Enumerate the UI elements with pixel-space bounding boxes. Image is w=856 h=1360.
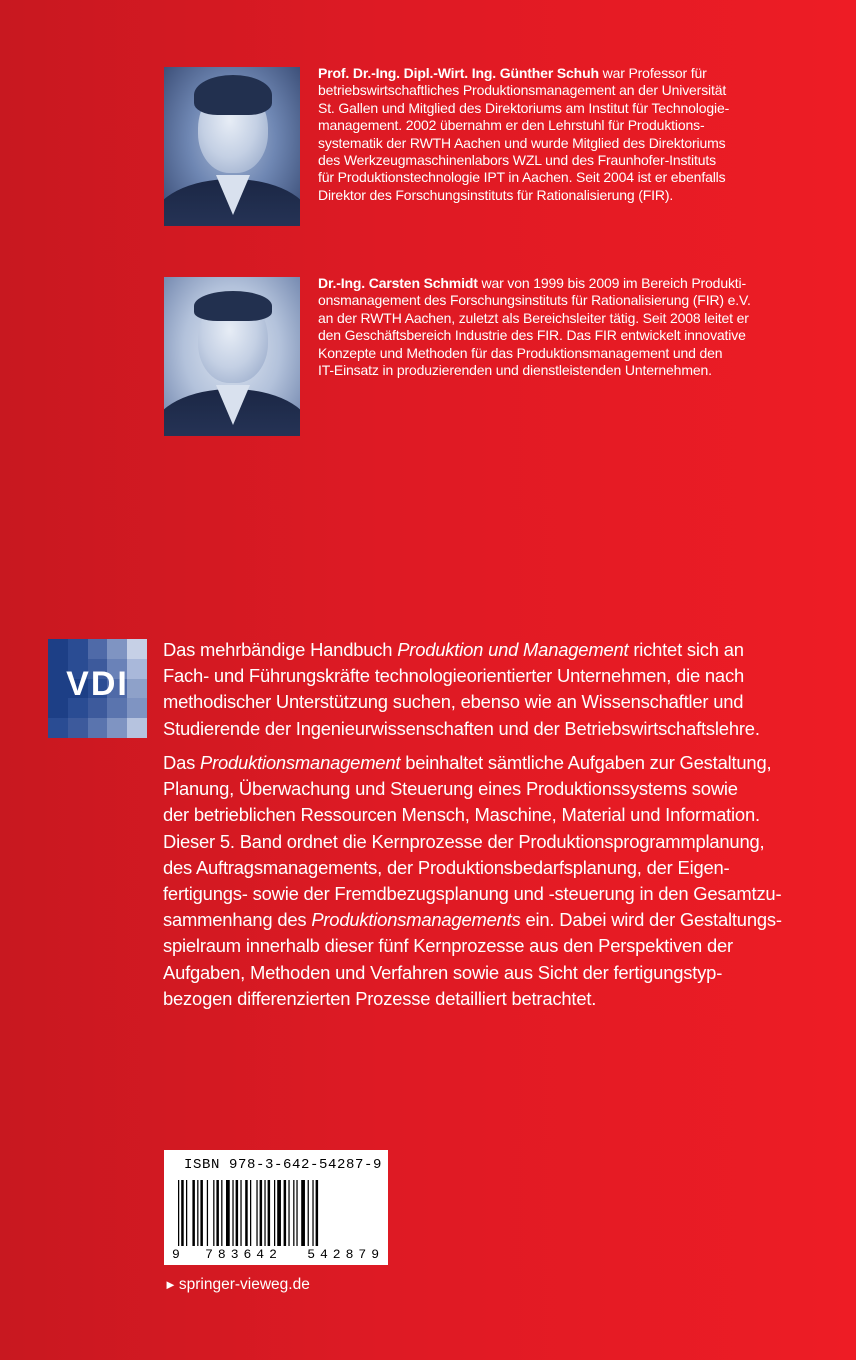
- author-name: Dr.-Ing. Carsten Schmidt: [318, 275, 478, 291]
- vdi-logo-text: VDI: [66, 665, 129, 703]
- description-paragraph-2: [163, 750, 823, 1012]
- bio-line: an der RWTH Aachen, zuletzt als Bereichsleiter tätig. Seit 2008 leitet er: [318, 309, 749, 326]
- author-photo-schuh: [164, 67, 300, 226]
- vdi-mosaic-tile: [88, 718, 108, 738]
- barcode-bar: [301, 1180, 305, 1246]
- barcode-bar: [207, 1180, 208, 1246]
- vdi-mosaic-tile: [68, 639, 88, 659]
- barcode-digit-group: 542879: [307, 1247, 384, 1262]
- isbn-barcode-box: [164, 1150, 388, 1265]
- barcode-bar: [186, 1180, 187, 1246]
- isbn-label: ISBN 978-3-642-54287-9: [184, 1157, 383, 1173]
- description-text: Studierende der Ingenieurwissenschaften und der Betriebswirtschaftslehre.: [163, 717, 760, 739]
- bio-line: Direktor des Forschungsinstituts für Rationalisierung (FIR).: [318, 186, 674, 203]
- bio-line: IT-Einsatz in produzierenden und dienstleistenden Unternehmen.: [318, 362, 712, 379]
- bio-line: war von 1999 bis 2009 im Bereich Produkti-: [477, 275, 747, 291]
- barcode-bar: [293, 1180, 294, 1246]
- publisher-website[interactable]: [164, 1276, 310, 1294]
- bio-line: den Geschäftsbereich Industrie des FIR. Das FIR entwickelt innovative: [318, 327, 746, 344]
- description-text: beinhaltet sämtliche Aufgaben zur Gestaltung,: [400, 752, 772, 773]
- barcode-digit-group: 9: [172, 1247, 180, 1262]
- barcode-bar: [245, 1180, 248, 1246]
- vdi-mosaic-tile: [127, 639, 147, 659]
- bio-line: des Werkzeugmaschinenlabors WZL und des Fraunhofer-Instituts: [318, 152, 716, 169]
- barcode-bar: [213, 1180, 214, 1246]
- vdi-mosaic-tile: [48, 639, 68, 659]
- author-photo-schmidt: [164, 277, 300, 436]
- barcode-bar: [277, 1180, 281, 1246]
- description-text: Dieser 5. Band ordnet die Kernprozesse der Produktionsprogrammplanung,: [163, 830, 765, 852]
- barcode-bar: [200, 1180, 203, 1246]
- description-text: bezogen differenzierten Prozesse detailliert betrachtet.: [163, 987, 597, 1009]
- description-text: Aufgaben, Methoden und Verfahren sowie aus Sicht der fertigungstyp-: [163, 961, 723, 983]
- bio-line: onsmanagement des Forschungsinstituts für Rationalisierung (FIR) e.V.: [318, 292, 751, 309]
- description-text: der betrieblichen Ressourcen Mensch, Maschine, Material und Information.: [163, 804, 760, 826]
- barcode: [178, 1180, 374, 1246]
- vdi-mosaic-tile: [48, 718, 68, 738]
- barcode-bar: [264, 1180, 265, 1246]
- description-title-italic: Produktionsmanagements: [311, 909, 521, 931]
- description-text: richtet sich an: [628, 639, 744, 660]
- barcode-bar: [308, 1180, 309, 1246]
- barcode-bar: [181, 1180, 184, 1246]
- vdi-mosaic-tile: [88, 639, 108, 659]
- barcode-bar: [226, 1180, 230, 1246]
- barcode-bar: [288, 1180, 289, 1246]
- bio-line: für Produktionstechnologie IPT in Aachen. Seit 2004 ist er ebenfalls: [318, 169, 726, 186]
- barcode-bar: [316, 1180, 319, 1246]
- description-text: Das mehrbändige Handbuch: [163, 639, 398, 660]
- barcode-digits: [172, 1247, 384, 1262]
- barcode-bar: [221, 1180, 222, 1246]
- barcode-bar: [284, 1180, 287, 1246]
- vdi-mosaic-tile: [68, 718, 88, 738]
- description-title-italic: Produktion und Management: [397, 639, 629, 660]
- barcode-bar: [250, 1180, 251, 1246]
- bio-line: management. 2002 übernahm er den Lehrstuhl für Produktions-: [318, 117, 705, 134]
- barcode-bar: [197, 1180, 198, 1246]
- description-text: Das: [163, 752, 201, 773]
- bio-line: war Professor für: [598, 65, 707, 81]
- barcode-bar: [274, 1180, 275, 1246]
- description-text: Fach- und Führungskräfte technologieorientierter Unternehmen, die nach: [163, 665, 744, 687]
- description-text: methodischer Unterstützung suchen, ebenso wie an Wissenschaftler und: [163, 691, 744, 713]
- vdi-mosaic-tile: [107, 639, 127, 659]
- bio-line: St. Gallen und Mitglied des Direktoriums am Institut für Technologie-: [318, 99, 730, 116]
- website-url: springer-vieweg.de: [178, 1276, 310, 1293]
- barcode-bar: [240, 1180, 241, 1246]
- bio-line: systematik der RWTH Aachen und wurde Mitglied des Direktoriums: [318, 134, 726, 151]
- barcode-bar: [268, 1180, 271, 1246]
- author-bio-schmidt: [318, 275, 818, 379]
- description-text: fertigungs- sowie der Fremdbezugsplanung und -steuerung in den Gesamtzu-: [163, 883, 782, 905]
- barcode-bar: [256, 1180, 257, 1246]
- description-title-italic: Produktionsmanagement: [200, 752, 401, 773]
- barcode-bar: [296, 1180, 297, 1246]
- barcode-bar: [232, 1180, 233, 1246]
- barcode-digit-group: 783642: [205, 1247, 282, 1262]
- author-name: Prof. Dr.-Ing. Dipl.-Wirt. Ing. Günther Schuh: [318, 65, 599, 81]
- author-bio-schuh: [318, 65, 818, 204]
- barcode-bar: [260, 1180, 263, 1246]
- arrow-icon: ►: [164, 1277, 177, 1292]
- barcode-bar: [192, 1180, 195, 1246]
- barcode-bar: [236, 1180, 239, 1246]
- vdi-mosaic-tile: [107, 718, 127, 738]
- barcode-bar: [216, 1180, 219, 1246]
- bio-line: Konzepte und Methoden für das Produktionsmanagement und den: [318, 344, 723, 361]
- description-text: Planung, Überwachung und Steuerung eines Produktionssystems sowie: [163, 778, 738, 800]
- description-text: des Auftragsmanagements, der Produktionsbedarfsplanung, der Eigen-: [163, 856, 730, 878]
- description-text: ein. Dabei wird der Gestaltungs-: [520, 909, 782, 931]
- description-paragraph-1: [163, 637, 823, 742]
- barcode-bar: [312, 1180, 313, 1246]
- vdi-mosaic-tile: [127, 718, 147, 738]
- description-text: spielraum innerhalb dieser fünf Kernprozesse aus den Perspektiven der: [163, 935, 733, 957]
- barcode-bar: [178, 1180, 179, 1246]
- bio-line: betriebswirtschaftliches Produktionsmanagement an der Universität: [318, 82, 727, 99]
- description-text: sammenhang des: [163, 909, 312, 931]
